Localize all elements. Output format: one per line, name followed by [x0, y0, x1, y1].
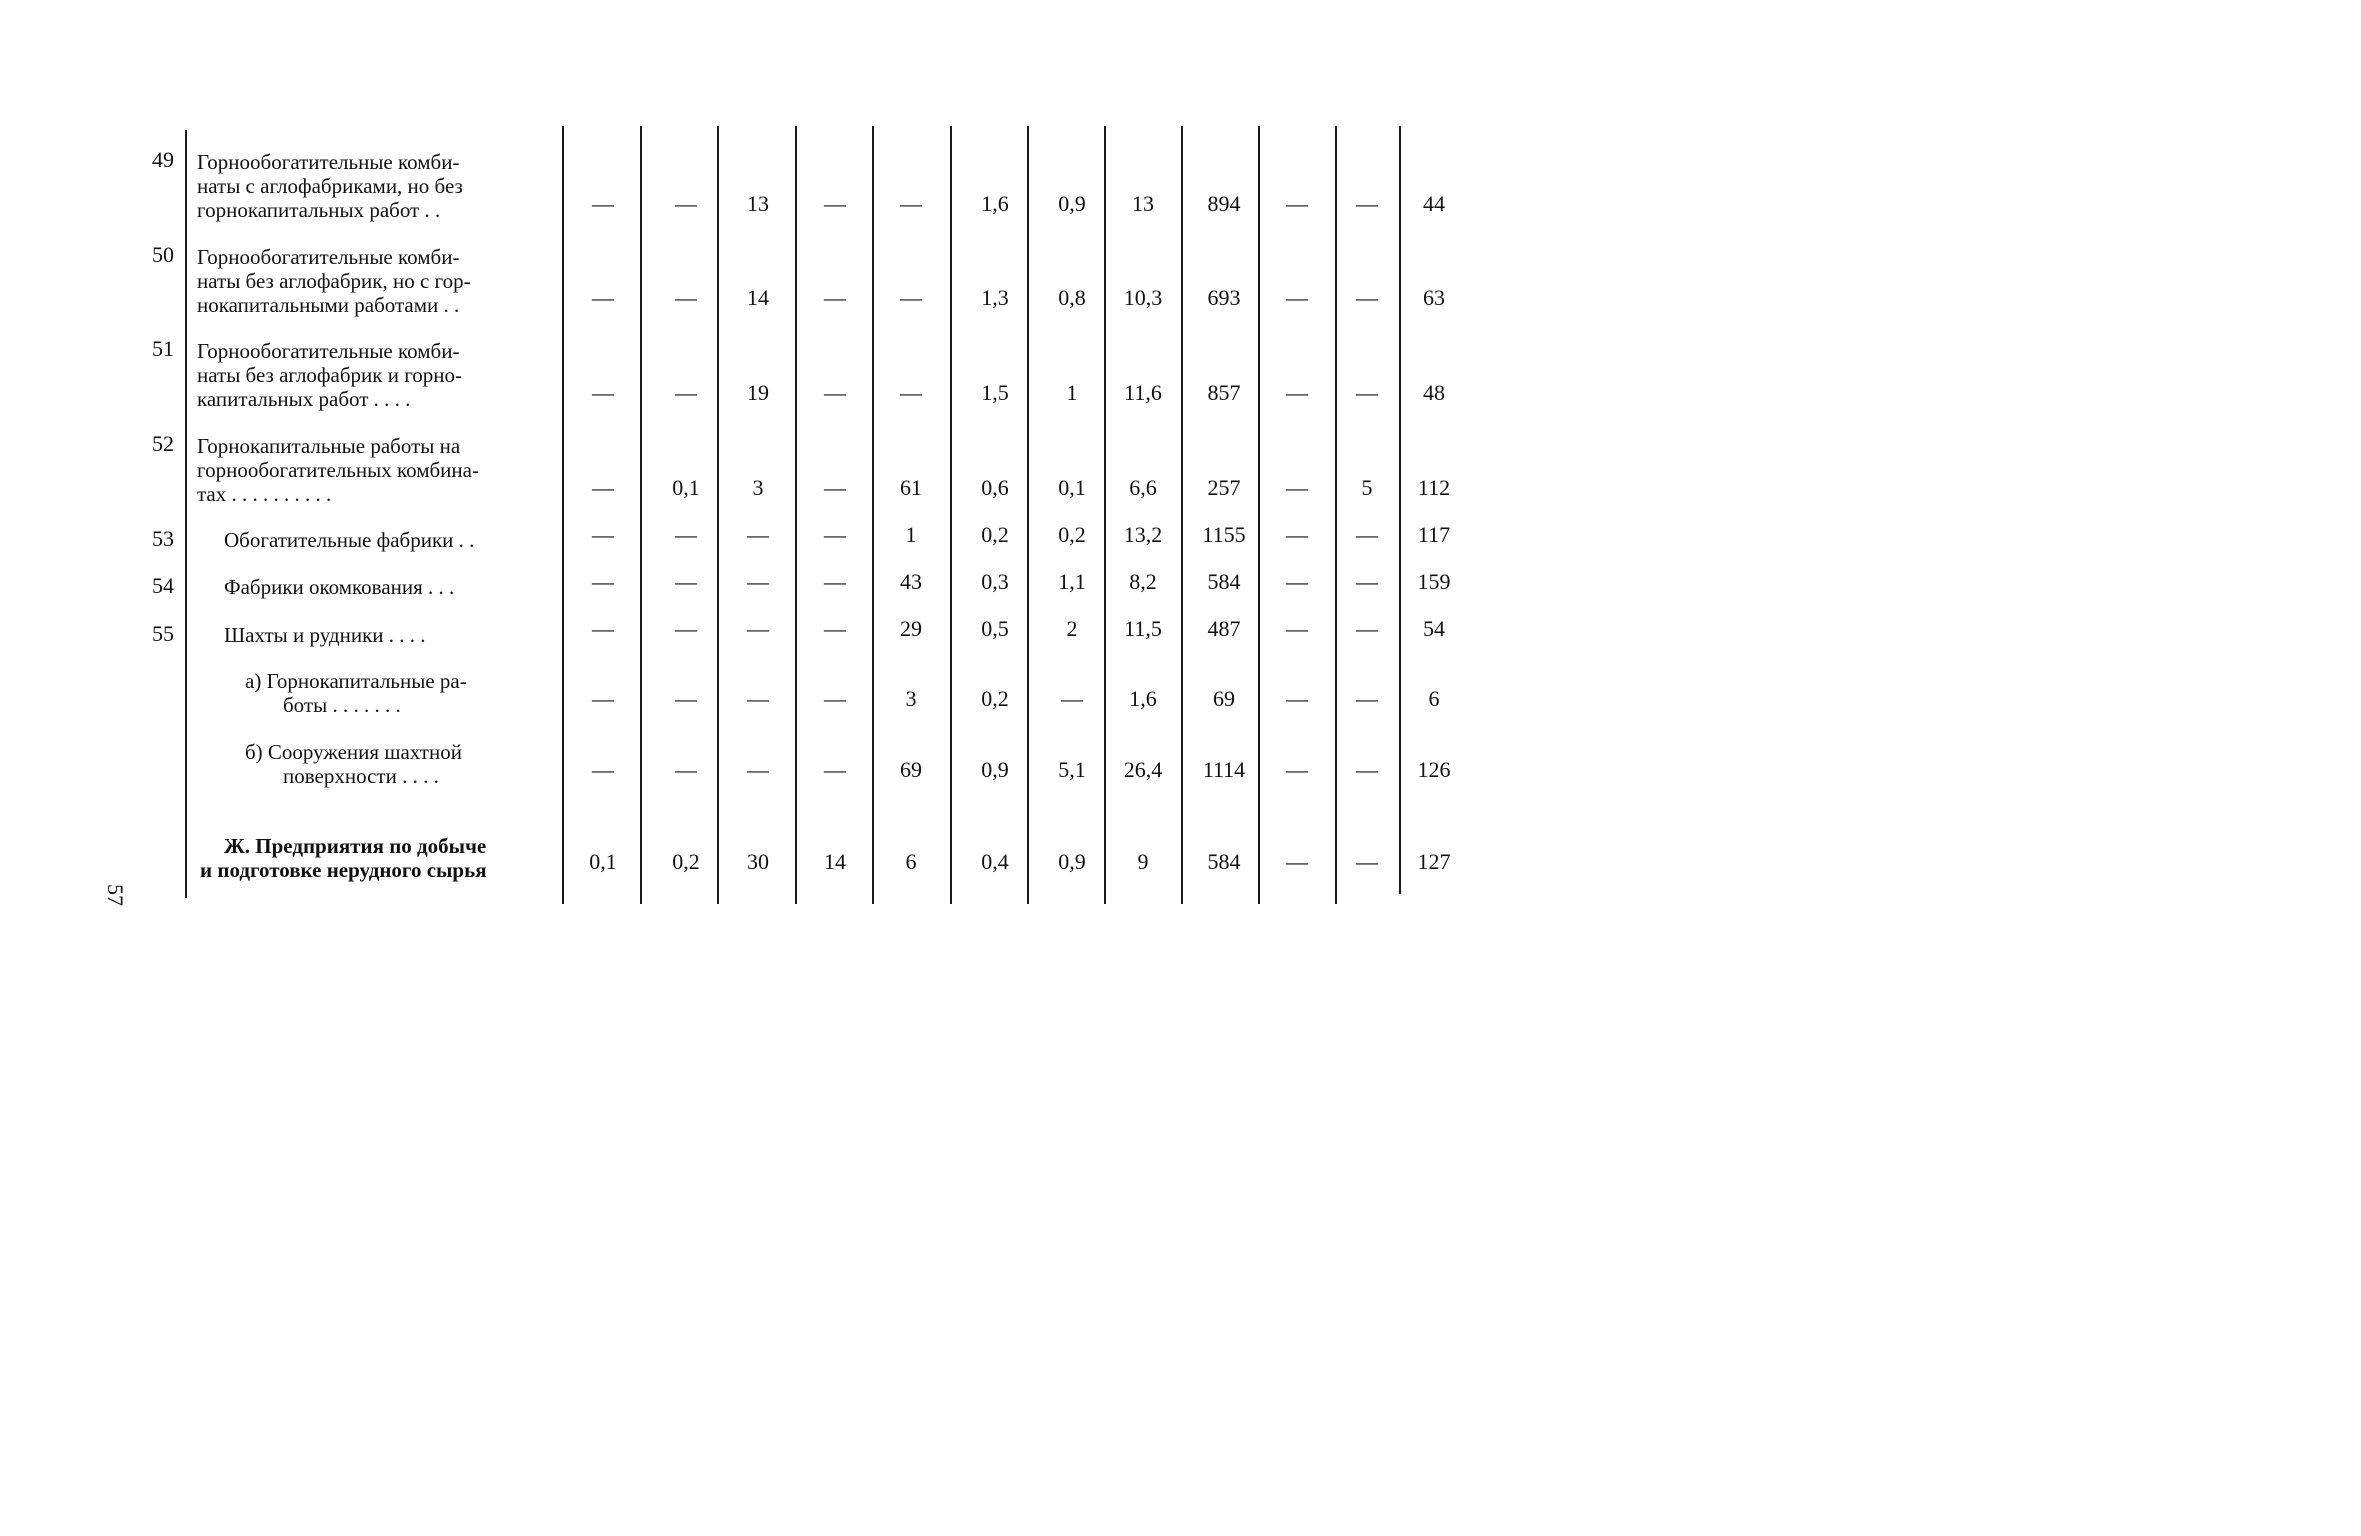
column-rule [1104, 126, 1106, 904]
table-cell: — [824, 380, 846, 405]
row-number: 51 [152, 336, 174, 361]
column-rule [562, 126, 564, 904]
row-number: 54 [152, 573, 174, 598]
column-rule [1258, 126, 1260, 904]
table-cell: 69 [900, 757, 922, 782]
description-line: Горнообогатительные комби- [197, 150, 460, 174]
document-page [0, 0, 1568, 1024]
table-cell: — [824, 686, 846, 711]
table-cell: 9 [1137, 849, 1149, 874]
table-cell: — [824, 569, 846, 594]
table-cell: 257 [1207, 475, 1241, 500]
table-cell: 0,8 [1058, 285, 1086, 310]
table-cell: 1,6 [1129, 686, 1157, 711]
table-cell: — [900, 380, 922, 405]
table-cell: — [1286, 686, 1308, 711]
table-cell: 30 [747, 849, 769, 874]
table-cell: — [675, 686, 697, 711]
table-cell: 44 [1423, 191, 1445, 216]
column-rule [795, 126, 797, 904]
table-cell: 126 [1417, 757, 1451, 782]
description-line: Горнокапитальные работы на [197, 434, 461, 458]
row-description [197, 669, 559, 717]
table-cell: 0,9 [1058, 191, 1086, 216]
row-description [197, 150, 559, 222]
table-cell: 584 [1207, 569, 1241, 594]
table-cell: — [675, 569, 697, 594]
row-number: 49 [152, 147, 174, 172]
row-description [197, 434, 559, 506]
table-cell: — [1356, 285, 1378, 310]
row-description [224, 575, 559, 599]
table-cell: 26,4 [1123, 757, 1163, 782]
table-cell: 112 [1417, 475, 1451, 500]
table-cell: 0,2 [1058, 522, 1086, 547]
table-cell: — [824, 757, 846, 782]
table-cell: 117 [1417, 522, 1451, 547]
description-line: Обогатительные фабрики . . [224, 528, 475, 552]
table-cell: — [747, 616, 769, 641]
table-cell: — [675, 757, 697, 782]
section-heading [200, 834, 558, 882]
description-line: Фабрики окомкования . . . [224, 575, 455, 599]
table-cell: — [592, 569, 614, 594]
table-cell: — [824, 475, 846, 500]
column-rule [717, 126, 719, 904]
table-cell: 13 [1132, 191, 1154, 216]
table-cell: — [747, 757, 769, 782]
table-cell: — [592, 380, 614, 405]
table-cell: — [747, 522, 769, 547]
column-rule [1335, 126, 1337, 904]
row-description [224, 528, 559, 552]
description-line: а) Горнокапитальные ра- [245, 669, 467, 693]
table-cell: 0,1 [589, 849, 617, 874]
table-cell: — [675, 285, 697, 310]
table-cell: — [1356, 191, 1378, 216]
table-cell: — [675, 191, 697, 216]
table-cell: 0,1 [672, 475, 700, 500]
table-cell: 0,9 [981, 757, 1009, 782]
table-cell: 1 [1066, 380, 1078, 405]
description-line: нокапитальными работами . . [197, 293, 460, 317]
table-cell: 0,9 [1058, 849, 1086, 874]
table-cell: 159 [1417, 569, 1451, 594]
column-rule [1181, 126, 1183, 904]
table-cell: 63 [1423, 285, 1445, 310]
table-cell: 13 [747, 191, 769, 216]
table-cell: — [1286, 849, 1308, 874]
table-cell: 11,6 [1124, 380, 1162, 405]
table-cell: 1,1 [1058, 569, 1086, 594]
table-cell: 894 [1207, 191, 1241, 216]
table-cell: 1,6 [981, 191, 1009, 216]
row-number: 53 [152, 526, 174, 551]
description-line: горнокапитальных работ . . [197, 198, 441, 222]
table-cell: — [592, 686, 614, 711]
table-cell: 0,2 [672, 849, 700, 874]
row-number: 52 [152, 431, 174, 456]
table-cell: — [747, 686, 769, 711]
table-cell: 0,5 [981, 616, 1009, 641]
description-line: наты без аглофабрик и горно- [197, 363, 463, 387]
table-cell: 0,4 [981, 849, 1009, 874]
table-cell: — [1061, 686, 1083, 711]
table-cell: 693 [1207, 285, 1241, 310]
table-cell: 3 [752, 475, 764, 500]
table-cell: 0,3 [981, 569, 1009, 594]
table-cell: — [1356, 380, 1378, 405]
row-number: 55 [152, 621, 174, 646]
table-cell: — [592, 191, 614, 216]
table-cell: — [1286, 191, 1308, 216]
table-cell: 487 [1207, 616, 1241, 641]
table-cell: — [1286, 522, 1308, 547]
table-cell: — [675, 616, 697, 641]
table-cell: 127 [1417, 849, 1451, 874]
table-cell: — [1286, 757, 1308, 782]
table-cell: — [1356, 757, 1378, 782]
description-line: Горнообогатительные комби- [197, 339, 460, 363]
description-line: и подготовке нерудного сырья [200, 858, 487, 882]
table-cell: 14 [747, 285, 769, 310]
table-cell: 1,3 [981, 285, 1009, 310]
table-cell: 48 [1423, 380, 1445, 405]
table-cell: 0,2 [981, 522, 1009, 547]
table-cell: — [1286, 475, 1308, 500]
table-cell: 1155 [1202, 522, 1246, 547]
table-cell: 0,2 [981, 686, 1009, 711]
table-cell: 11,5 [1124, 616, 1162, 641]
description-line: наты с аглофабриками, но без [197, 174, 463, 198]
table-cell: 29 [900, 616, 922, 641]
table-cell: — [824, 191, 846, 216]
table-cell: — [1356, 849, 1378, 874]
description-line: наты без аглофабрик, но с гор- [197, 269, 471, 293]
row-description [197, 339, 559, 411]
table-cell: — [900, 285, 922, 310]
description-line: горнообогатительных комбина- [197, 458, 479, 482]
table-cell: — [1286, 380, 1308, 405]
table-cell: — [592, 522, 614, 547]
description-line: тах . . . . . . . . . . [197, 482, 332, 506]
table-cell: 8,2 [1129, 569, 1157, 594]
column-rule [872, 126, 874, 904]
table-cell: 43 [900, 569, 922, 594]
table-cell: 6,6 [1129, 475, 1157, 500]
column-rule [950, 126, 952, 904]
table-cell: 3 [905, 686, 917, 711]
table-cell: 584 [1207, 849, 1241, 874]
table-cell: 0,6 [981, 475, 1009, 500]
table-cell: — [675, 522, 697, 547]
table-cell: 6 [1428, 686, 1440, 711]
table-cell: 1114 [1202, 757, 1246, 782]
table-cell: — [824, 522, 846, 547]
table-cell: — [747, 569, 769, 594]
table-cell: 2 [1066, 616, 1078, 641]
column-rule [1027, 126, 1029, 904]
column-rule [185, 130, 187, 898]
table-cell: 14 [824, 849, 846, 874]
description-line: Ж. Предприятия по добыче [224, 834, 487, 858]
description-line: Шахты и рудники . . . . [224, 623, 426, 647]
table-cell: — [1356, 569, 1378, 594]
table-cell: — [824, 616, 846, 641]
table-cell: — [824, 285, 846, 310]
description-line: Горнообогатительные комби- [197, 245, 460, 269]
column-rule [640, 126, 642, 904]
description-line: боты . . . . . . . [283, 693, 401, 717]
table-cell: — [1286, 285, 1308, 310]
table-cell: — [592, 475, 614, 500]
table-cell: 54 [1423, 616, 1445, 641]
row-description [197, 245, 559, 317]
row-number: 50 [152, 242, 174, 267]
table-cell: — [1356, 616, 1378, 641]
table-cell: — [675, 380, 697, 405]
table-cell: — [592, 616, 614, 641]
page-number: 57 [103, 884, 128, 906]
table-cell: 857 [1207, 380, 1241, 405]
description-line: б) Сооружения шахтной [245, 740, 462, 764]
table-cell: 61 [900, 475, 922, 500]
table-cell: 5,1 [1058, 757, 1086, 782]
row-description [224, 623, 559, 647]
table-cell: 13,2 [1123, 522, 1163, 547]
table-cell: — [1356, 686, 1378, 711]
table-cell: 5 [1361, 475, 1373, 500]
description-line: капитальных работ . . . . [197, 387, 411, 411]
table-cell: — [592, 285, 614, 310]
table-cell: 1,5 [981, 380, 1009, 405]
description-line: поверхности . . . . [283, 764, 439, 788]
table-cell: — [900, 191, 922, 216]
table-cell: 19 [747, 380, 769, 405]
table-cell: 0,1 [1058, 475, 1086, 500]
table-cell: 6 [905, 849, 917, 874]
table-cell: — [1286, 616, 1308, 641]
table-cell: — [1356, 522, 1378, 547]
table-cell: 1 [905, 522, 917, 547]
row-description [197, 740, 559, 788]
table-cell: — [592, 757, 614, 782]
table-cell: — [1286, 569, 1308, 594]
table-cell: 10,3 [1123, 285, 1163, 310]
table-cell: 69 [1213, 686, 1235, 711]
